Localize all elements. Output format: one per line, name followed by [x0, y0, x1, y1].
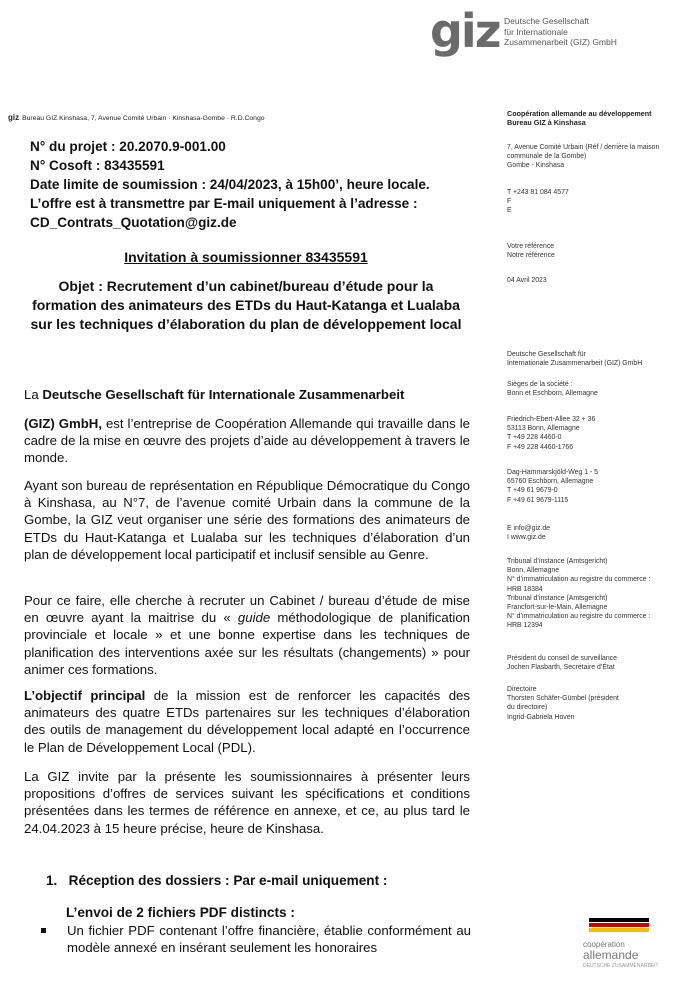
sidebar-tel: T +243 81 084 4577: [507, 189, 569, 196]
bullet-icon: [41, 928, 46, 933]
sidebar-fra1: Friedrich-Ebert-Allee 32 + 36: [507, 416, 596, 423]
sidebar-dir3: du directoire): [507, 704, 548, 712]
sidebar-dag4: F +49 61 9679-1115: [507, 496, 569, 504]
sidebar-mail2: I www.giz.de: [507, 534, 546, 542]
p1b-bold: (GIZ) GmbH,: [24, 416, 102, 431]
sidebar-trib2: Bonn, Allemagne: [507, 567, 560, 575]
sidebar-trib4: HRB 18384: [507, 585, 543, 593]
sidebar-eschborn-office: [507, 468, 697, 505]
sidebar-organisation: [507, 350, 697, 368]
flag-stripe-red: [589, 923, 649, 927]
sidebar-dag1: Dag-Hammarskjöld-Weg 1 - 5: [507, 469, 599, 476]
sidebar-trib3: N° d’immatriculation au registre du commerce :: [507, 576, 651, 584]
coop-logo-line3: DEUTSCHE ZUSAMMENARBEIT: [583, 963, 659, 969]
sidebar-addr2: communale de la Gombe): [507, 153, 587, 161]
sidebar-registry: [507, 557, 697, 631]
sidebar-trib7: N° d’immatriculation au registre du commerce :: [507, 613, 651, 621]
giz-logo-line1: Deutsche Gesellschaft: [504, 16, 590, 26]
flag-stripe-black: [589, 918, 649, 922]
section-1-subtitle: L’envoi de 2 fichiers PDF distincts :: [66, 905, 295, 920]
sender-address-line: [8, 113, 265, 122]
flag-stripes-icon: [589, 918, 649, 934]
paragraph-4: [24, 687, 470, 756]
sidebar-trib8: HRB 12394: [507, 622, 543, 630]
p4-rest: de la mission est de renforcer les capacités des animateurs des quatre ETDs partenaires sur les techniques d’élaboration des outils de management du développement local adapté en l’occurrence le Plan de Développement Local (PDL).: [24, 688, 470, 755]
sidebar-directorate: [507, 685, 697, 722]
sidebar-dag2: 65760 Eschborn, Allemagne: [507, 478, 594, 486]
sidebar-board: [507, 654, 697, 672]
p4-bold: L’objectif principal: [24, 688, 146, 703]
paragraph-1-line1: [24, 386, 470, 403]
sidebar-votre-ref: Votre référence: [507, 243, 555, 250]
sidebar-head1: Coopération allemande au développement: [507, 109, 652, 118]
p3-part-b: méthodologique de planification provinciale et locale » et une bonne expertise dans les techniques de planification des interventions axée sur les résultats (changements) » pour animer ces formations.: [24, 610, 470, 677]
coop-logo-line2: allemande: [583, 948, 639, 962]
coop-logo-line1: coopération: [583, 940, 625, 949]
sidebar-notre-ref: Notre référence: [507, 252, 555, 260]
sidebar-trib5: Tribunal d’instance (Amtsgericht): [507, 594, 608, 602]
sender-address: Bureau GIZ Kinshasa, 7, Avenue Comité Urbain · Kinshasa-Gombe · R.D.Congo: [22, 115, 265, 122]
p3-part-a: Pour ce faire, elle cherche à recruter un Cabinet / bureau d’étude de mise en œuvre ayant la maitrise du «: [24, 593, 470, 626]
giz-logo-text: [504, 16, 617, 48]
sidebar-bonn-office: [507, 415, 697, 452]
sidebar-head2: Bureau GIZ à Kinshasa: [507, 118, 586, 128]
paragraph-1: [24, 415, 470, 467]
reference-block: [30, 137, 490, 232]
cosoft-number: N° Cosoft : 83435591: [30, 158, 165, 173]
p3-guide: guide: [237, 610, 271, 626]
sidebar-addr3: Gombe - Kinshasa: [507, 162, 565, 170]
submission-instruction: L’offre est à transmettre par E-mail uniquement à l’adresse :: [30, 196, 418, 211]
paragraph-5: La GIZ invite par la présente les soumissionnaires à présenter leurs propositions d’offres de services suivant les spécifications et conditions présentées dans les termes de référence en annexe, et ce, au plus tard le 24.04.2023 à 15 heure précise, heure de Kinshasa.: [24, 769, 470, 836]
p1-bold: Deutsche Gesellschaft für Internationale Zusammenarbeit: [42, 387, 405, 402]
sidebar-dir2: Thorsten Schäfer-Gümbel (président: [507, 695, 619, 703]
sidebar-fra3: T +49 228 4460-0: [507, 434, 562, 442]
submission-email: CD_Contrats_Quotation@giz.de: [30, 215, 237, 230]
sender-mark: giz: [8, 113, 20, 122]
sidebar-header: [507, 109, 697, 127]
list-item-text: Un fichier PDF contenant l’offre financière, établie conformément au modèle annexé en insérant seulement les honoraires: [67, 923, 471, 956]
sidebar-trib1: Tribunal d’instance (Amtsgericht): [507, 558, 608, 565]
sidebar-headquarters: [507, 380, 697, 398]
sidebar-org1: Deutsche Gesellschaft für: [507, 351, 586, 358]
sidebar-siege-label: Sièges de la société :: [507, 381, 573, 388]
sidebar-pres2: Jochen Flasbarth, Secrétaire d’État: [507, 664, 615, 672]
sidebar-mail1: E info@giz.de: [507, 525, 551, 532]
sidebar-web: [507, 524, 697, 542]
object-heading: Objet : Recrutement d’un cabinet/bureau d’étude pour la formation des animateurs des ETDs du Haut-Katanga et Lualaba sur les techniques d’élaboration du plan de développement local: [30, 278, 462, 332]
paragraph-3: [24, 592, 470, 678]
sidebar-dag3: T +49 61 9679-0: [507, 487, 558, 495]
sidebar-address: [507, 143, 697, 171]
section-1-title: 1. Réception des dossiers : Par e-mail uniquement :: [46, 873, 388, 888]
p1-prefix: La: [24, 387, 43, 402]
sidebar-fax: F: [507, 198, 512, 206]
sidebar-trib6: Francfort-sur-le-Main, Allemagne: [507, 604, 608, 612]
sidebar-dir1: Directoire: [507, 686, 537, 693]
sidebar-dir4: Ingrid-Gabriela Hoven: [507, 713, 575, 721]
sidebar-pres1: Président du conseil de surveillance: [507, 655, 617, 662]
sidebar-siege: Bonn et Eschborn, Allemagne: [507, 390, 598, 398]
sidebar-contact: [507, 188, 697, 216]
sidebar-fra2: 53113 Bonn, Allemagne: [507, 425, 580, 433]
submission-deadline: Date limite de soumission : 24/04/2023, à 15h00’, heure locale.: [30, 177, 430, 192]
sidebar-fra4: F +49 228 4460-1766: [507, 443, 574, 451]
giz-logo: giz: [430, 4, 500, 58]
sidebar-org2: Internationale Zusammenarbeit (GIZ) GmbH: [507, 360, 643, 368]
giz-logo-line3: Zusammenarbeit (GIZ) GmbH: [504, 37, 617, 47]
paragraph-2: Ayant son bureau de représentation en République Démocratique du Congo à Kinshasa, au N°7, de l’avenue comité Urbain dans la commune de la Gombe, la GIZ veut organiser une série des formations des animateurs de ETDs du Haut-Katanga et Lualaba sur les techniques d’élaboration d’un plan de développement local participatif et inclusif sensible au Genre.: [24, 478, 470, 562]
invitation-title: Invitation à soumissionner 83435591: [124, 249, 368, 265]
sidebar-email-label: E: [507, 207, 512, 215]
sidebar-addr1: 7, Avenue Comité Urbain (Réf / derrière la maison: [507, 144, 660, 151]
cooperation-allemande-logo: [573, 918, 673, 973]
project-number: N° du projet : 20.2070.9-001.00: [30, 139, 226, 154]
sidebar-date: 04 Avril 2023: [507, 277, 547, 284]
flag-stripe-gold: [589, 928, 649, 932]
p1b-rest: est l’entreprise de Coopération Allemande qui travaille dans le cadre de la mise en œuvre des projets d’aide au développement à travers le monde.: [24, 416, 470, 466]
sidebar-references: [507, 242, 697, 260]
giz-logo-line2: für Internationale: [504, 26, 568, 37]
